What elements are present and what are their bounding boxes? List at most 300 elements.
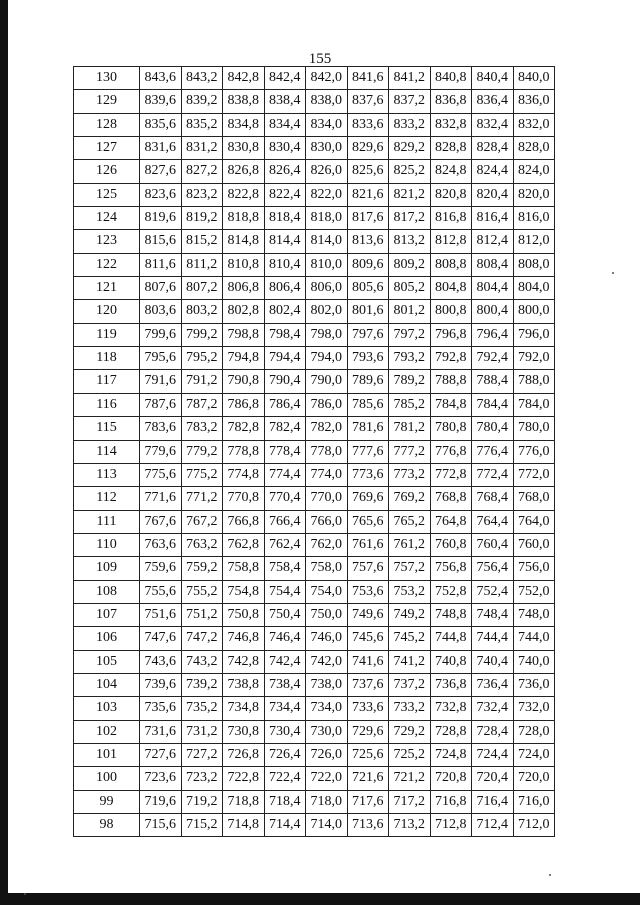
row-label: 109	[74, 557, 140, 580]
value-table-wrapper	[73, 66, 555, 837]
table-cell: 835,6	[140, 113, 182, 136]
table-cell: 794,4	[264, 347, 306, 370]
table-cell: 798,8	[223, 323, 265, 346]
table-cell: 754,4	[264, 580, 306, 603]
table-cell: 797,6	[347, 323, 389, 346]
table-cell: 759,6	[140, 557, 182, 580]
table-cell: 778,0	[306, 440, 348, 463]
table-cell: 746,8	[223, 627, 265, 650]
table-cell: 820,8	[430, 183, 472, 206]
table-cell: 752,0	[513, 580, 555, 603]
table-cell: 735,2	[181, 697, 223, 720]
table-cell: 798,0	[306, 323, 348, 346]
table-cell: 797,2	[389, 323, 431, 346]
table-cell: 773,6	[347, 463, 389, 486]
table-cell: 807,2	[181, 277, 223, 300]
table-cell: 838,8	[223, 90, 265, 113]
table-cell: 836,8	[430, 90, 472, 113]
table-cell: 834,4	[264, 113, 306, 136]
table-cell: 770,8	[223, 487, 265, 510]
table-cell: 741,6	[347, 650, 389, 673]
table-cell: 803,6	[140, 300, 182, 323]
table-cell: 743,6	[140, 650, 182, 673]
table-cell: 805,6	[347, 277, 389, 300]
scan-speck	[612, 272, 614, 274]
table-row	[74, 627, 555, 650]
table-cell: 781,6	[347, 417, 389, 440]
table-cell: 756,4	[472, 557, 514, 580]
table-cell: 834,8	[223, 113, 265, 136]
table-cell: 830,8	[223, 137, 265, 160]
table-cell: 794,8	[223, 347, 265, 370]
table-cell: 739,6	[140, 673, 182, 696]
table-cell: 788,0	[513, 370, 555, 393]
table-cell: 721,6	[347, 767, 389, 790]
table-row	[74, 347, 555, 370]
table-cell: 739,2	[181, 673, 223, 696]
scan-speck	[24, 893, 26, 895]
table-cell: 802,0	[306, 300, 348, 323]
table-cell: 772,8	[430, 463, 472, 486]
table-cell: 775,6	[140, 463, 182, 486]
table-cell: 796,0	[513, 323, 555, 346]
row-label: 123	[74, 230, 140, 253]
table-cell: 716,4	[472, 790, 514, 813]
table-cell: 743,2	[181, 650, 223, 673]
table-cell: 770,0	[306, 487, 348, 510]
row-label: 122	[74, 253, 140, 276]
table-cell: 785,2	[389, 393, 431, 416]
table-cell: 841,2	[389, 67, 431, 90]
table-cell: 768,8	[430, 487, 472, 510]
table-cell: 738,0	[306, 673, 348, 696]
table-cell: 748,0	[513, 603, 555, 626]
table-cell: 825,6	[347, 160, 389, 183]
row-label: 98	[74, 814, 140, 837]
table-cell: 783,6	[140, 417, 182, 440]
table-cell: 835,2	[181, 113, 223, 136]
table-cell: 786,4	[264, 393, 306, 416]
table-cell: 733,6	[347, 697, 389, 720]
table-cell: 745,2	[389, 627, 431, 650]
table-cell: 820,4	[472, 183, 514, 206]
table-row	[74, 253, 555, 276]
row-label: 108	[74, 580, 140, 603]
table-row	[74, 277, 555, 300]
table-cell: 838,0	[306, 90, 348, 113]
table-cell: 821,6	[347, 183, 389, 206]
table-row	[74, 300, 555, 323]
table-cell: 792,8	[430, 347, 472, 370]
table-cell: 778,8	[223, 440, 265, 463]
table-cell: 842,0	[306, 67, 348, 90]
table-cell: 729,6	[347, 720, 389, 743]
table-cell: 798,4	[264, 323, 306, 346]
row-label: 119	[74, 323, 140, 346]
table-cell: 832,4	[472, 113, 514, 136]
table-cell: 800,0	[513, 300, 555, 323]
table-cell: 726,4	[264, 743, 306, 766]
table-cell: 765,6	[347, 510, 389, 533]
table-cell: 790,4	[264, 370, 306, 393]
table-cell: 782,0	[306, 417, 348, 440]
table-cell: 716,0	[513, 790, 555, 813]
table-row	[74, 697, 555, 720]
table-cell: 842,4	[264, 67, 306, 90]
row-label: 124	[74, 207, 140, 230]
table-cell: 717,2	[389, 790, 431, 813]
table-cell: 819,2	[181, 207, 223, 230]
table-cell: 767,6	[140, 510, 182, 533]
table-cell: 742,8	[223, 650, 265, 673]
table-cell: 772,0	[513, 463, 555, 486]
table-row	[74, 417, 555, 440]
value-table	[73, 66, 555, 837]
table-cell: 825,2	[389, 160, 431, 183]
table-cell: 758,8	[223, 557, 265, 580]
table-cell: 747,6	[140, 627, 182, 650]
table-cell: 714,0	[306, 814, 348, 837]
table-cell: 779,2	[181, 440, 223, 463]
table-cell: 837,2	[389, 90, 431, 113]
row-label: 120	[74, 300, 140, 323]
table-cell: 783,2	[181, 417, 223, 440]
table-cell: 777,6	[347, 440, 389, 463]
table-cell: 730,4	[264, 720, 306, 743]
table-row	[74, 767, 555, 790]
table-cell: 796,4	[472, 323, 514, 346]
table-cell: 811,2	[181, 253, 223, 276]
table-cell: 795,6	[140, 347, 182, 370]
table-cell: 761,6	[347, 533, 389, 556]
row-label: 103	[74, 697, 140, 720]
row-label: 112	[74, 487, 140, 510]
table-cell: 753,2	[389, 580, 431, 603]
table-cell: 722,4	[264, 767, 306, 790]
table-cell: 824,0	[513, 160, 555, 183]
table-cell: 717,6	[347, 790, 389, 813]
table-cell: 766,0	[306, 510, 348, 533]
table-row	[74, 183, 555, 206]
row-label: 117	[74, 370, 140, 393]
table-cell: 719,6	[140, 790, 182, 813]
table-cell: 799,2	[181, 323, 223, 346]
table-cell: 742,0	[306, 650, 348, 673]
table-cell: 719,2	[181, 790, 223, 813]
table-cell: 841,6	[347, 67, 389, 90]
table-cell: 833,6	[347, 113, 389, 136]
table-cell: 800,8	[430, 300, 472, 323]
table-cell: 811,6	[140, 253, 182, 276]
table-cell: 836,4	[472, 90, 514, 113]
table-cell: 757,2	[389, 557, 431, 580]
table-cell: 801,2	[389, 300, 431, 323]
table-row	[74, 580, 555, 603]
table-cell: 738,4	[264, 673, 306, 696]
table-cell: 712,4	[472, 814, 514, 837]
table-cell: 807,6	[140, 277, 182, 300]
table-cell: 758,4	[264, 557, 306, 580]
table-cell: 725,2	[389, 743, 431, 766]
table-cell: 768,0	[513, 487, 555, 510]
table-cell: 801,6	[347, 300, 389, 323]
row-label: 121	[74, 277, 140, 300]
row-label: 128	[74, 113, 140, 136]
table-cell: 791,2	[181, 370, 223, 393]
table-cell: 789,6	[347, 370, 389, 393]
table-cell: 776,4	[472, 440, 514, 463]
table-cell: 828,8	[430, 137, 472, 160]
row-label: 111	[74, 510, 140, 533]
table-row	[74, 790, 555, 813]
table-cell: 778,4	[264, 440, 306, 463]
table-cell: 720,0	[513, 767, 555, 790]
table-cell: 760,0	[513, 533, 555, 556]
table-cell: 777,2	[389, 440, 431, 463]
table-cell: 786,8	[223, 393, 265, 416]
table-row	[74, 650, 555, 673]
table-row	[74, 207, 555, 230]
table-cell: 763,2	[181, 533, 223, 556]
table-cell: 748,8	[430, 603, 472, 626]
table-cell: 740,8	[430, 650, 472, 673]
table-cell: 816,8	[430, 207, 472, 230]
table-cell: 723,2	[181, 767, 223, 790]
table-cell: 831,2	[181, 137, 223, 160]
table-cell: 748,4	[472, 603, 514, 626]
table-cell: 831,6	[140, 137, 182, 160]
table-row	[74, 603, 555, 626]
table-cell: 737,2	[389, 673, 431, 696]
table-cell: 804,8	[430, 277, 472, 300]
table-cell: 733,2	[389, 697, 431, 720]
table-cell: 722,0	[306, 767, 348, 790]
table-cell: 840,4	[472, 67, 514, 90]
table-cell: 780,8	[430, 417, 472, 440]
table-row	[74, 814, 555, 837]
table-row	[74, 463, 555, 486]
table-cell: 740,4	[472, 650, 514, 673]
table-cell: 740,0	[513, 650, 555, 673]
row-label: 118	[74, 347, 140, 370]
table-cell: 749,6	[347, 603, 389, 626]
table-cell: 836,0	[513, 90, 555, 113]
table-cell: 759,2	[181, 557, 223, 580]
table-cell: 724,0	[513, 743, 555, 766]
table-cell: 823,6	[140, 183, 182, 206]
table-row	[74, 370, 555, 393]
table-cell: 728,4	[472, 720, 514, 743]
table-row	[74, 90, 555, 113]
table-cell: 749,2	[389, 603, 431, 626]
table-cell: 830,4	[264, 137, 306, 160]
table-cell: 762,4	[264, 533, 306, 556]
table-cell: 826,8	[223, 160, 265, 183]
table-cell: 725,6	[347, 743, 389, 766]
table-cell: 839,6	[140, 90, 182, 113]
table-cell: 744,8	[430, 627, 472, 650]
table-cell: 764,4	[472, 510, 514, 533]
table-cell: 736,0	[513, 673, 555, 696]
table-cell: 816,0	[513, 207, 555, 230]
table-cell: 764,8	[430, 510, 472, 533]
table-cell: 812,0	[513, 230, 555, 253]
table-cell: 782,8	[223, 417, 265, 440]
table-cell: 746,0	[306, 627, 348, 650]
table-row	[74, 137, 555, 160]
table-cell: 795,2	[181, 347, 223, 370]
table-cell: 819,6	[140, 207, 182, 230]
table-row	[74, 393, 555, 416]
table-cell: 828,4	[472, 137, 514, 160]
table-cell: 806,8	[223, 277, 265, 300]
table-cell: 802,8	[223, 300, 265, 323]
table-cell: 827,6	[140, 160, 182, 183]
table-cell: 713,2	[389, 814, 431, 837]
table-cell: 806,0	[306, 277, 348, 300]
table-cell: 782,4	[264, 417, 306, 440]
table-cell: 754,0	[306, 580, 348, 603]
scan-edge-left	[0, 0, 8, 905]
table-cell: 842,8	[223, 67, 265, 90]
table-cell: 775,2	[181, 463, 223, 486]
table-cell: 804,4	[472, 277, 514, 300]
table-cell: 791,6	[140, 370, 182, 393]
table-cell: 824,8	[430, 160, 472, 183]
table-cell: 790,0	[306, 370, 348, 393]
row-label: 130	[74, 67, 140, 90]
table-cell: 816,4	[472, 207, 514, 230]
table-cell: 822,0	[306, 183, 348, 206]
table-row	[74, 510, 555, 533]
table-cell: 721,2	[389, 767, 431, 790]
table-cell: 790,8	[223, 370, 265, 393]
table-cell: 747,2	[181, 627, 223, 650]
table-cell: 785,6	[347, 393, 389, 416]
table-row	[74, 743, 555, 766]
table-cell: 808,8	[430, 253, 472, 276]
table-cell: 822,4	[264, 183, 306, 206]
table-cell: 829,6	[347, 137, 389, 160]
table-cell: 812,8	[430, 230, 472, 253]
table-body	[74, 67, 555, 837]
table-cell: 745,6	[347, 627, 389, 650]
table-cell: 760,8	[430, 533, 472, 556]
table-cell: 824,4	[472, 160, 514, 183]
table-cell: 792,0	[513, 347, 555, 370]
row-label: 101	[74, 743, 140, 766]
table-cell: 802,4	[264, 300, 306, 323]
table-cell: 753,6	[347, 580, 389, 603]
table-row	[74, 230, 555, 253]
row-label: 129	[74, 90, 140, 113]
table-cell: 818,4	[264, 207, 306, 230]
table-row	[74, 323, 555, 346]
table-cell: 832,0	[513, 113, 555, 136]
table-cell: 734,4	[264, 697, 306, 720]
table-row	[74, 67, 555, 90]
row-label: 105	[74, 650, 140, 673]
table-row	[74, 557, 555, 580]
table-cell: 828,0	[513, 137, 555, 160]
table-cell: 734,8	[223, 697, 265, 720]
table-cell: 779,6	[140, 440, 182, 463]
table-cell: 732,8	[430, 697, 472, 720]
table-cell: 769,6	[347, 487, 389, 510]
table-cell: 734,0	[306, 697, 348, 720]
table-cell: 809,2	[389, 253, 431, 276]
table-cell: 813,2	[389, 230, 431, 253]
table-cell: 834,0	[306, 113, 348, 136]
table-cell: 808,4	[472, 253, 514, 276]
table-cell: 746,4	[264, 627, 306, 650]
table-cell: 771,6	[140, 487, 182, 510]
table-cell: 784,4	[472, 393, 514, 416]
table-cell: 792,4	[472, 347, 514, 370]
table-cell: 840,0	[513, 67, 555, 90]
table-cell: 806,4	[264, 277, 306, 300]
table-cell: 728,8	[430, 720, 472, 743]
row-label: 126	[74, 160, 140, 183]
table-cell: 762,0	[306, 533, 348, 556]
table-cell: 763,6	[140, 533, 182, 556]
table-cell: 751,6	[140, 603, 182, 626]
table-cell: 732,0	[513, 697, 555, 720]
table-cell: 826,0	[306, 160, 348, 183]
table-cell: 729,2	[389, 720, 431, 743]
table-cell: 713,6	[347, 814, 389, 837]
table-cell: 766,8	[223, 510, 265, 533]
table-cell: 820,0	[513, 183, 555, 206]
table-cell: 728,0	[513, 720, 555, 743]
table-cell: 757,6	[347, 557, 389, 580]
table-cell: 755,6	[140, 580, 182, 603]
table-cell: 840,8	[430, 67, 472, 90]
table-cell: 788,4	[472, 370, 514, 393]
table-row	[74, 160, 555, 183]
table-cell: 750,0	[306, 603, 348, 626]
table-cell: 770,4	[264, 487, 306, 510]
table-cell: 727,2	[181, 743, 223, 766]
table-cell: 817,2	[389, 207, 431, 230]
table-cell: 838,4	[264, 90, 306, 113]
table-cell: 810,8	[223, 253, 265, 276]
table-cell: 716,8	[430, 790, 472, 813]
table-cell: 715,2	[181, 814, 223, 837]
table-cell: 827,2	[181, 160, 223, 183]
table-row	[74, 113, 555, 136]
table-cell: 715,6	[140, 814, 182, 837]
table-cell: 720,8	[430, 767, 472, 790]
table-cell: 718,8	[223, 790, 265, 813]
table-cell: 738,8	[223, 673, 265, 696]
table-cell: 823,2	[181, 183, 223, 206]
row-label: 102	[74, 720, 140, 743]
table-cell: 730,0	[306, 720, 348, 743]
table-cell: 788,8	[430, 370, 472, 393]
row-label: 116	[74, 393, 140, 416]
table-cell: 769,2	[389, 487, 431, 510]
table-cell: 794,0	[306, 347, 348, 370]
table-cell: 772,4	[472, 463, 514, 486]
table-cell: 771,2	[181, 487, 223, 510]
table-cell: 813,6	[347, 230, 389, 253]
table-cell: 762,8	[223, 533, 265, 556]
table-cell: 764,0	[513, 510, 555, 533]
table-cell: 826,4	[264, 160, 306, 183]
table-cell: 712,8	[430, 814, 472, 837]
table-cell: 752,8	[430, 580, 472, 603]
